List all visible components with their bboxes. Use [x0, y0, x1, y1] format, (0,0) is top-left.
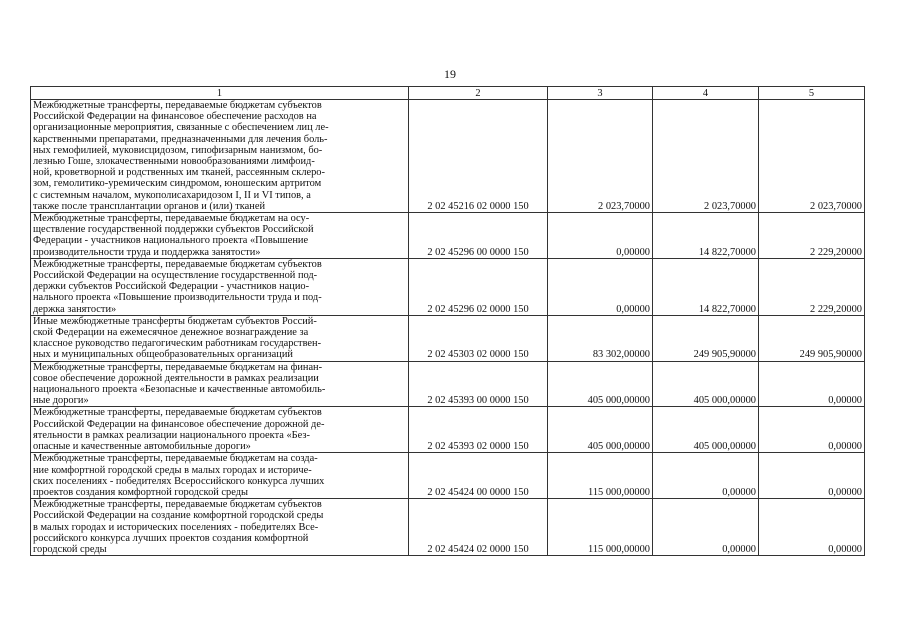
description-line: ных и муниципальных общеобразовательных организаций	[33, 349, 293, 361]
row-value-2: 0,00000	[653, 499, 759, 556]
description-line: Федерации - участников национального проекта «Повышение	[33, 235, 309, 247]
description-line: ной, кроветворной и родственных им тканей, рассеянным склеро-	[33, 167, 325, 179]
row-value-2: 0,00000	[653, 453, 759, 499]
description-line: Российской Федерации на осуществление государственной под-	[33, 270, 318, 282]
table-row	[31, 499, 865, 556]
row-value-1: 0,00000	[548, 258, 653, 315]
row-value-2: 405 000,00000	[653, 361, 759, 407]
row-description	[31, 361, 409, 407]
column-header-1: 1	[31, 87, 409, 100]
row-value-3: 2 229,20000	[759, 213, 865, 259]
table-row	[31, 100, 865, 213]
description-line: также после трансплантации органов и (или) тканей	[33, 200, 266, 212]
column-header-2: 2	[409, 87, 548, 100]
table-row	[31, 453, 865, 499]
row-value-2: 2 023,70000	[653, 100, 759, 213]
description-line: Межбюджетные трансферты, передаваемые бюджетам субъектов	[33, 499, 322, 511]
description-line: Межбюджетные трансферты, передаваемые бюджетам на осу-	[33, 213, 310, 225]
row-code: 2 02 45424 00 0000 150	[409, 453, 548, 499]
row-value-1: 405 000,00000	[548, 361, 653, 407]
row-value-2: 14 822,70000	[653, 213, 759, 259]
description-line: Межбюджетные трансферты, передаваемые бюджетам субъектов	[33, 407, 322, 419]
row-description	[31, 315, 409, 361]
description-line: лезнью Гоше, злокачественными новообразованиями лимфоид-	[33, 156, 315, 168]
row-value-1: 115 000,00000	[548, 453, 653, 499]
row-description	[31, 258, 409, 315]
row-value-2: 405 000,00000	[653, 407, 759, 453]
table-row	[31, 258, 865, 315]
description-line: Межбюджетные трансферты, передаваемые бюджетам на финан-	[33, 361, 323, 373]
row-description	[31, 499, 409, 556]
column-header-3: 3	[548, 87, 653, 100]
description-line: Межбюджетные трансферты, передаваемые бюджетам субъектов	[33, 258, 322, 270]
description-line: ятельности в рамках реализации национального проекта «Без-	[33, 429, 310, 441]
row-description	[31, 213, 409, 259]
description-line: опасные и качественные автомобильные дороги»	[33, 441, 251, 453]
description-line: ских поселениях - победителях Всероссийского конкурса лучших	[33, 475, 325, 487]
row-value-2: 14 822,70000	[653, 258, 759, 315]
description-line: зом, гемолитико-уремическим синдромом, юношеским артритом	[33, 178, 322, 190]
description-line: российского конкурса лучших проектов создания комфортной	[33, 532, 309, 544]
description-line: национального проекта «Безопасные и качественные автомобиль-	[33, 384, 326, 396]
budget-table	[30, 86, 865, 556]
row-value-3: 0,00000	[759, 407, 865, 453]
row-description	[31, 453, 409, 499]
description-line: Межбюджетные трансферты, передаваемые бюджетам на созда-	[33, 453, 318, 465]
row-value-1: 2 023,70000	[548, 100, 653, 213]
description-line: производительности труда и поддержка занятости»	[33, 246, 261, 258]
row-value-3: 2 229,20000	[759, 258, 865, 315]
description-line: Российской Федерации на финансовое обеспечение расходов на	[33, 111, 317, 123]
description-line: Иные межбюджетные трансферты бюджетам субъектов Россий-	[33, 315, 317, 327]
row-code: 2 02 45393 02 0000 150	[409, 407, 548, 453]
description-line: классное руководство педагогическим работникам государствен-	[33, 338, 322, 350]
row-value-1: 115 000,00000	[548, 499, 653, 556]
description-line: ской Федерации на ежемесячное денежное вознаграждение за	[33, 327, 309, 339]
description-line: совое обеспечение дорожной деятельности в рамках реализации	[33, 372, 319, 384]
row-description	[31, 100, 409, 213]
table-row	[31, 361, 865, 407]
description-line: городской среды	[33, 543, 107, 555]
description-line: держка занятости»	[33, 303, 117, 315]
row-value-3: 249 905,90000	[759, 315, 865, 361]
row-code: 2 02 45296 02 0000 150	[409, 258, 548, 315]
page-number: 19	[444, 67, 456, 81]
table-row	[31, 315, 865, 361]
description-line: с системным началом, мукополисахаридозом I, II и VI типов, а	[33, 189, 311, 201]
row-description	[31, 407, 409, 453]
row-code: 2 02 45424 02 0000 150	[409, 499, 548, 556]
header-row	[31, 87, 865, 100]
row-value-1: 83 302,00000	[548, 315, 653, 361]
description-line: организационные мероприятия, связанные с обеспечением лиц ле-	[33, 122, 329, 134]
description-line: нального проекта «Повышение производительности труда и под-	[33, 292, 322, 304]
description-line: карственными препаратами, предназначенными для лечения боль-	[33, 133, 328, 145]
row-value-3: 0,00000	[759, 453, 865, 499]
description-line: ных гемофилией, муковисцидозом, гипофизарным нанизмом, бо-	[33, 144, 323, 156]
table-row	[31, 213, 865, 259]
row-code: 2 02 45393 00 0000 150	[409, 361, 548, 407]
row-value-3: 0,00000	[759, 361, 865, 407]
row-value-3: 2 023,70000	[759, 100, 865, 213]
table-row	[31, 407, 865, 453]
row-code: 2 02 45296 00 0000 150	[409, 213, 548, 259]
description-line: проектов создания комфортной городской среды	[33, 486, 248, 498]
column-header-4: 4	[653, 87, 759, 100]
description-line: в малых городах и исторических поселениях - победителях Все-	[33, 521, 319, 533]
row-code: 2 02 45216 02 0000 150	[409, 100, 548, 213]
row-code: 2 02 45303 02 0000 150	[409, 315, 548, 361]
row-value-1: 405 000,00000	[548, 407, 653, 453]
row-value-2: 249 905,90000	[653, 315, 759, 361]
column-header-5: 5	[759, 87, 865, 100]
row-value-3: 0,00000	[759, 499, 865, 556]
description-line: Межбюджетные трансферты, передаваемые бюджетам субъектов	[33, 100, 322, 111]
description-line: ществление государственной поддержки субъектов Российской	[33, 224, 314, 236]
description-line: ние комфортной городской среды в малых городах и историче-	[33, 464, 312, 476]
description-line: держки субъектов Российской Федерации - участников нацио-	[33, 281, 310, 293]
description-line: Российской Федерации на финансовое обеспечение дорожной де-	[33, 418, 325, 430]
description-line: ные дороги»	[33, 395, 89, 407]
row-value-1: 0,00000	[548, 213, 653, 259]
description-line: Российской Федерации на создание комфортной городской среды	[33, 510, 324, 522]
